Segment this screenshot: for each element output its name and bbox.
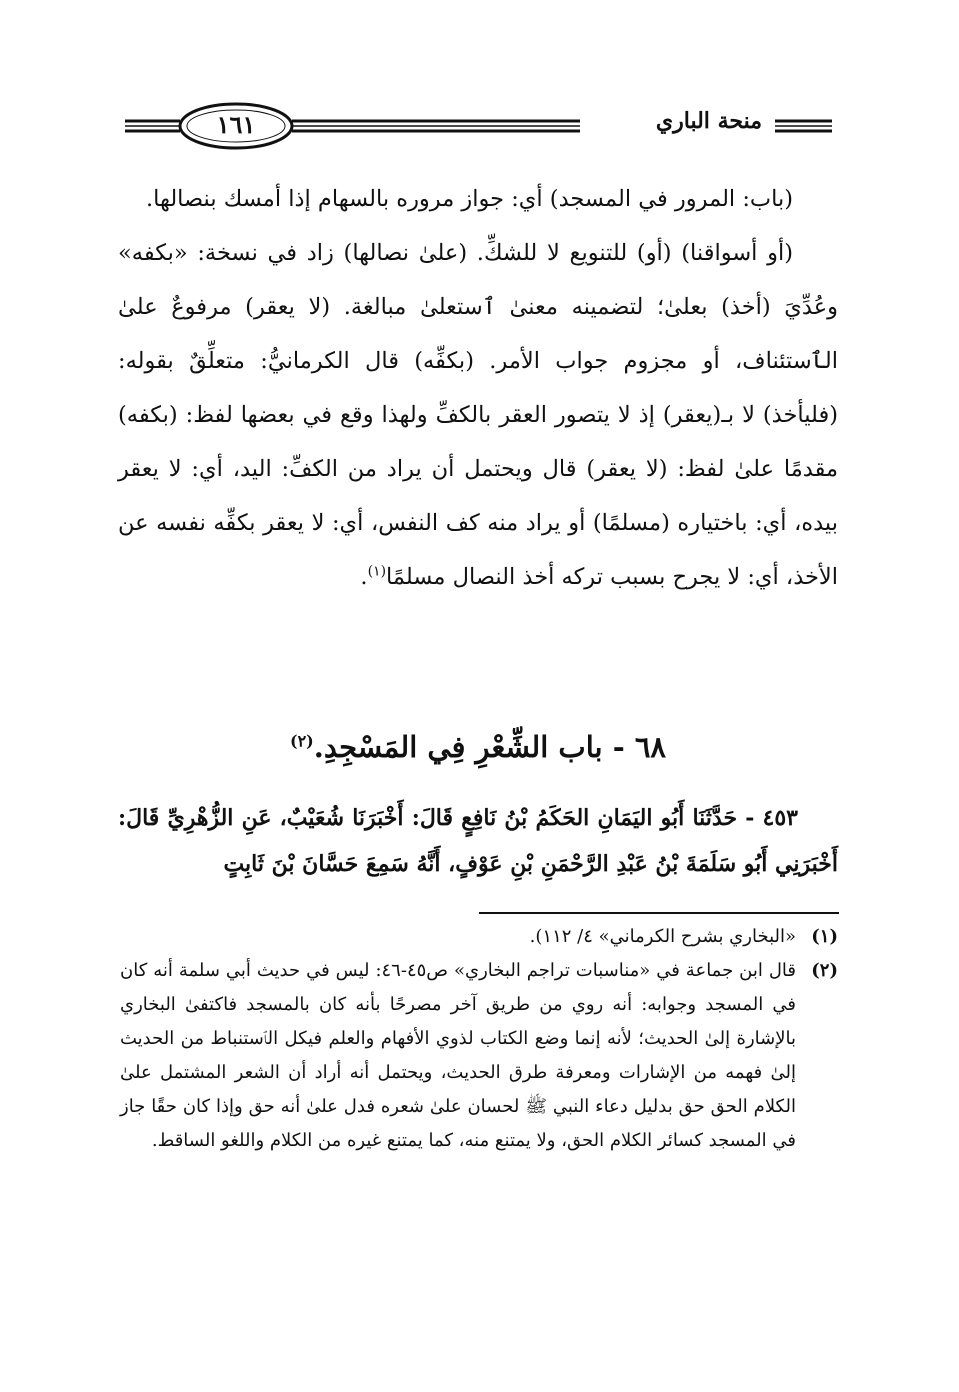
footnote-text: قال ابن جماعة في «مناسبات تراجم البخاري» ص٤٥-٤٦: ليس في حديث أبي سلمة أنه كان في المسجد وجوابه: أنه روي من طريق آخر مصرحًا بأنه كان بالمسجد فاكتفىٰ البخاري بالإشارة إلىٰ الحديث؛ لأنه إنما وضع الكتاب لذوي الأفهام والعلم فيكل الٱستنباط من الحديث إلىٰ فهمه من الإشارات ومعرفة طرق الحديث، ويحتمل أنه أراد أن الشعر المشتمل علىٰ الكلام الحق حق بدليل دعاء النبي ﷺ لحسان علىٰ شعره فدل علىٰ أنه حق وإذا كان حقًا جاز في المسجد كسائر الكلام الحق، ولا يمتنع منه، كما يمتنع غيره من الكلام واللغو الساقط.	[120, 960, 796, 1151]
footnote-text: «البخاري بشرح الكرماني» ٤/ ١١٢).	[529, 926, 796, 947]
footnote-reference: (١)	[367, 563, 387, 580]
footnote-reference: (٢)	[290, 731, 314, 751]
footnote-number: (١)	[811, 926, 838, 947]
footnote	[120, 954, 838, 1158]
commentary-paragraph-text: (أو أسواقنا) (أو) للتنويع لا للشكِّ. (علىٰ نصالها) زاد في نسخة: «بكفه» وعُدِّيَ (أخذ) بعلىٰ؛ لتضمينه معنىٰ ٱستعلىٰ مبالغة. (لا يعقر) مرفوعٌ علىٰ الٱستئناف، أو مجزوم جواب الأمر. (بكفِّه) قال الكرمانيُّ: متعلِّقٌ بقوله: (فليأخذ) لا بـ(يعقر) إذ لا يتصور العقر بالكفِّ ولهذا وقع في بعضها لفظ: (بكفه) مقدمًا علىٰ لفظ: (لا يعقر) قال ويحتمل أن يراد من الكفِّ: اليد، أي: لا يعقر بيده، أي: باختياره (مسلمًا) أو يراد منه كف النفس، أي: لا يعقر بكفِّه نفسه عن الأخذ، أي: لا يجرح بسبب تركه أخذ النصال مسلمًا	[118, 240, 838, 590]
chapter-title: ٦٨ - باب الشِّعْرِ فِي المَسْجِدِ.	[313, 730, 666, 764]
footnote-number: (٢)	[811, 960, 838, 981]
sentence-end: .	[360, 564, 368, 590]
footnotes	[120, 920, 838, 1158]
footnote-divider	[479, 912, 839, 914]
commentary-paragraph: (باب: المرور في المسجد) أي: جواز مروره بالسهام إذا أمسك بنصالها.	[145, 186, 793, 212]
chapter-heading	[118, 730, 838, 764]
running-title: منحة الباري	[655, 108, 762, 134]
footnote	[120, 920, 838, 954]
page-number: ١٦١	[216, 110, 256, 139]
page-header	[120, 96, 840, 156]
commentary-paragraph	[118, 226, 838, 604]
commentary-text	[118, 172, 838, 604]
hadith-text	[118, 795, 838, 887]
hadith-chain: ٤٥٣ - حَدَّثَنَا أَبُو اليَمَانِ الحَكَمُ بْنُ نَافِعٍ قَالَ: أَخْبَرَنَا شُعَيْبٌ، عَنِ الزُّهْرِيِّ قَالَ: أَخْبَرَنِي أَبُو سَلَمَةَ بْنُ عَبْدِ الرَّحْمَنِ بْنِ عَوْفٍ، أَنَّهُ سَمِعَ حَسَّانَ بْنَ ثَابِتٍ	[118, 805, 838, 877]
